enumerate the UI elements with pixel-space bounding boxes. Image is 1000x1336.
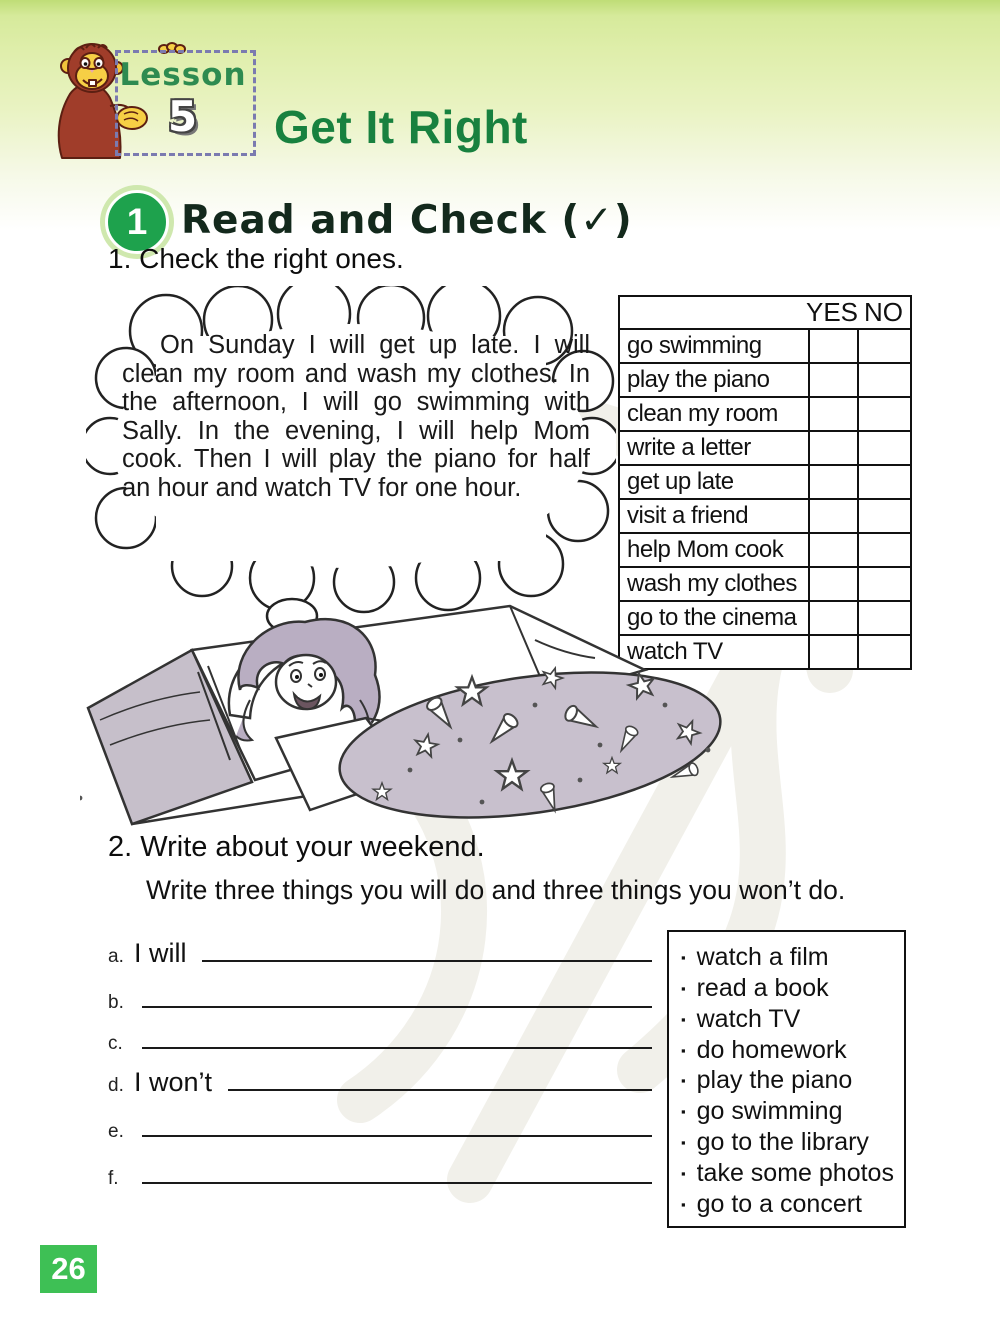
row-label: play the piano: [627, 366, 770, 393]
bullet-icon: ▪: [681, 1135, 686, 1151]
word-box-label: go to a concert: [696, 1189, 862, 1218]
bullet-icon: ▪: [681, 1104, 686, 1120]
write-blank[interactable]: [142, 1152, 652, 1184]
yes-checkbox-cell[interactable]: [808, 602, 857, 634]
write-line-b: [108, 976, 652, 1012]
word-box-item: [681, 974, 898, 1003]
no-checkbox-cell[interactable]: [857, 602, 910, 634]
word-box-label: go to the library: [696, 1128, 869, 1157]
no-checkbox-cell[interactable]: [857, 568, 910, 600]
yes-checkbox-cell[interactable]: [808, 432, 857, 464]
yes-checkbox-cell[interactable]: [808, 568, 857, 600]
write-line-d: [108, 1059, 652, 1095]
no-checkbox-cell[interactable]: [857, 500, 910, 532]
write-line-c: [108, 1017, 652, 1053]
line-letter: d.: [108, 1075, 124, 1096]
word-box-item: [681, 1036, 898, 1065]
no-checkbox-cell[interactable]: [857, 466, 910, 498]
table-row: [620, 464, 910, 498]
yes-checkbox-cell[interactable]: [808, 466, 857, 498]
word-box-label: take some photos: [696, 1159, 894, 1188]
section1-number: 1: [126, 201, 148, 242]
write-line-a: [108, 930, 652, 966]
bullet-icon: ▪: [681, 980, 686, 996]
write-blank[interactable]: [228, 1059, 652, 1091]
girl-in-bed-illustration: [80, 580, 730, 830]
row-label: go to the cinema: [627, 604, 797, 631]
yes-checkbox-cell[interactable]: [808, 534, 857, 566]
page-title: Get It Right: [274, 101, 528, 153]
section2-heading: 2. Write about your weekend.: [108, 831, 485, 863]
row-label: visit a friend: [627, 502, 749, 529]
row-label: wash my clothes: [627, 570, 797, 597]
line-letter: c.: [108, 1033, 123, 1054]
bubble-passage: On Sunday I will get up late. I will clean my room and wash my clothes. In the afternoon, I will go swimming with Sally. In the evening, I will help Mom cook. Then I will play the piano for half an hour and watch TV for one hour.: [122, 331, 590, 502]
section1-instruction: 1. Check the right ones.: [108, 243, 404, 274]
page-number-badge: [40, 1245, 97, 1293]
line-prefix: I won’t: [134, 1067, 220, 1097]
bullet-icon: ▪: [681, 1073, 686, 1089]
row-label: watch TV: [627, 638, 723, 665]
word-box: [667, 930, 906, 1228]
row-label: help Mom cook: [627, 536, 784, 563]
word-box-item: [681, 943, 898, 972]
table-row: [620, 362, 910, 396]
word-box-label: read a book: [696, 973, 829, 1002]
table-header-row: [620, 297, 910, 328]
write-blank[interactable]: [202, 930, 652, 962]
bullet-icon: ▪: [681, 1042, 686, 1058]
yes-checkbox-cell[interactable]: [808, 398, 857, 430]
word-box-label: go swimming: [696, 1097, 843, 1126]
line-letter: a.: [108, 946, 124, 967]
no-column-header: NO: [864, 297, 903, 327]
no-checkbox-cell[interactable]: [857, 398, 910, 430]
row-label: clean my room: [627, 400, 778, 427]
write-blank[interactable]: [142, 1105, 652, 1137]
word-box-item: [681, 1190, 898, 1219]
lesson-number: 5: [167, 92, 198, 141]
bullet-icon: ▪: [681, 1166, 686, 1182]
yes-column-header: YES: [806, 297, 859, 327]
row-label: write a letter: [627, 434, 751, 461]
row-label: get up late: [627, 468, 734, 495]
table-row: [620, 328, 910, 362]
no-checkbox-cell[interactable]: [857, 636, 910, 668]
line-letter: e.: [108, 1121, 124, 1142]
bullet-icon: ▪: [681, 1011, 686, 1027]
word-box-item: [681, 1097, 898, 1126]
row-label: go swimming: [627, 332, 762, 359]
word-box-item: [681, 1159, 898, 1188]
table-row: [620, 532, 910, 566]
table-row: [620, 498, 910, 532]
no-checkbox-cell[interactable]: [857, 534, 910, 566]
bullet-icon: ▪: [681, 1196, 686, 1212]
no-checkbox-cell[interactable]: [857, 364, 910, 396]
word-box-label: watch a film: [696, 942, 829, 971]
word-box-label: watch TV: [696, 1004, 801, 1033]
section1-title: Read and Check (✓): [181, 198, 633, 243]
line-prefix: I will: [134, 938, 194, 968]
yes-checkbox-cell[interactable]: [808, 364, 857, 396]
word-box-item: [681, 1128, 898, 1157]
line-letter: b.: [108, 992, 124, 1013]
page-number: 26: [51, 1251, 86, 1286]
no-checkbox-cell[interactable]: [857, 330, 910, 362]
write-line-f: [108, 1152, 652, 1188]
word-box-label: do homework: [696, 1035, 847, 1064]
word-box-item: [681, 1066, 898, 1095]
line-letter: f.: [108, 1168, 119, 1189]
table-row: [620, 396, 910, 430]
yes-checkbox-cell[interactable]: [808, 636, 857, 668]
write-blank[interactable]: [142, 1017, 652, 1049]
section2-subheading: Write three things you will do and three things you won’t do.: [146, 875, 846, 905]
word-box-item: [681, 1005, 898, 1034]
bullet-icon: ▪: [681, 949, 686, 965]
write-line-e: [108, 1105, 652, 1141]
yes-checkbox-cell[interactable]: [808, 500, 857, 532]
yes-checkbox-cell[interactable]: [808, 330, 857, 362]
no-checkbox-cell[interactable]: [857, 432, 910, 464]
table-row: [620, 430, 910, 464]
lesson-label: Lesson: [119, 57, 247, 93]
write-blank[interactable]: [142, 976, 652, 1008]
word-box-label: play the piano: [696, 1066, 853, 1095]
